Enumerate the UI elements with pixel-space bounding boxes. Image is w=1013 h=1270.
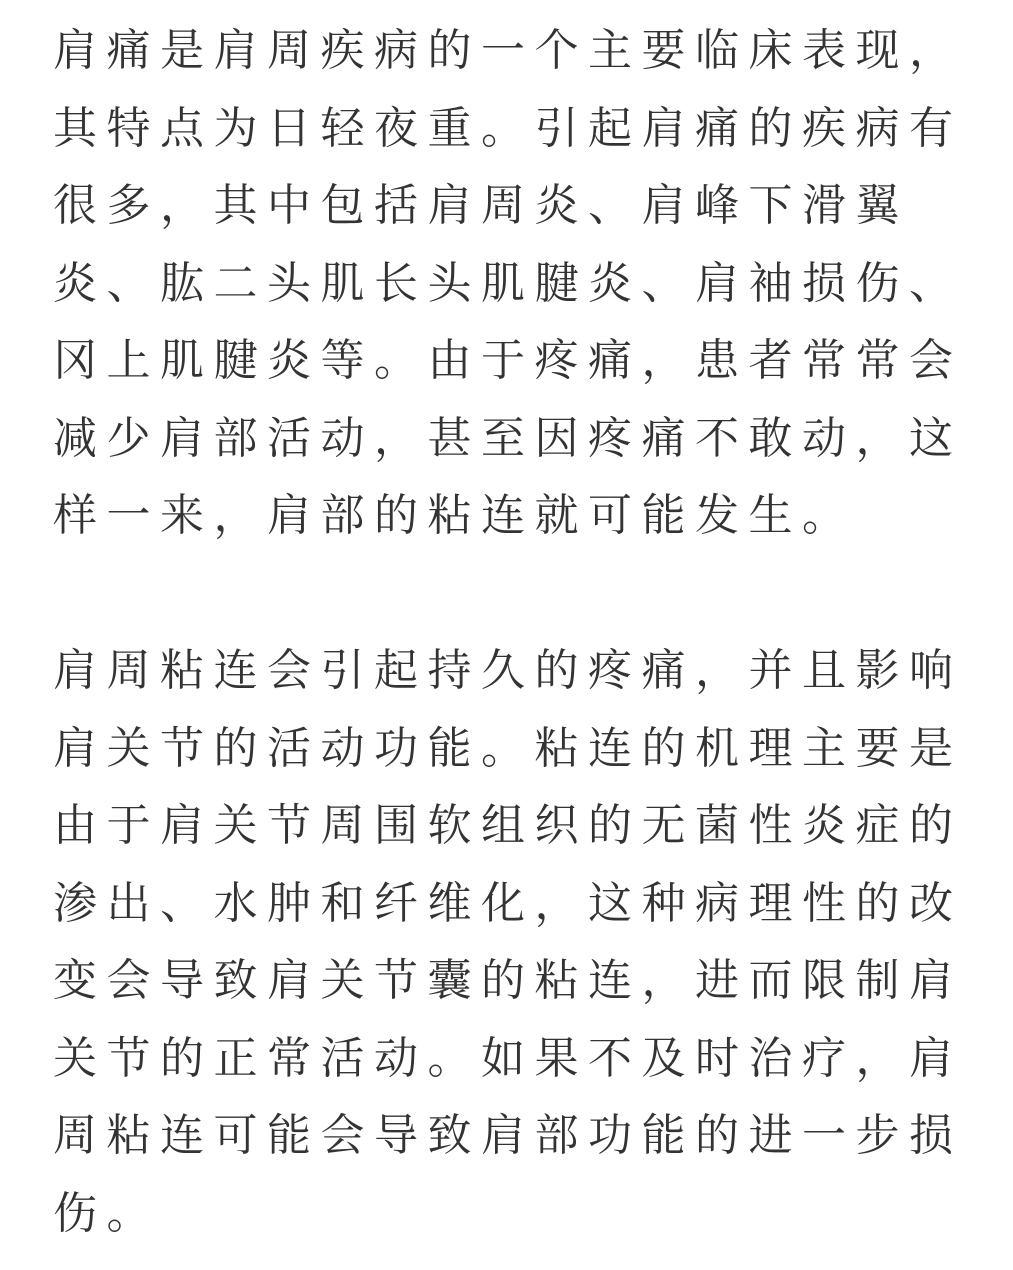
- text-line: 其特点为日轻夜重。引起肩痛的疾病有: [53, 102, 963, 154]
- text-line: 伤。: [53, 1187, 160, 1239]
- text-line: 肩周粘连会引起持久的疼痛，并且影响: [53, 645, 963, 696]
- paragraph-shoulder-pain: [53, 12, 965, 555]
- text-line: 周粘连可能会导致肩部功能的进一步损: [53, 1110, 963, 1161]
- text-line: 炎、肱二头肌长头肌腱炎、肩袖损伤、: [53, 257, 963, 309]
- text-line: 冈上肌腱炎等。由于疼痛，患者常常会: [53, 335, 963, 386]
- text-line: 样一来，肩部的粘连就可能发生。: [53, 490, 856, 541]
- text-line: 关节的正常活动。如果不及时治疗，肩: [53, 1032, 963, 1084]
- article-body: [53, 12, 965, 1252]
- text-line: 很多，其中包括肩周炎、肩峰下滑翼: [53, 180, 909, 231]
- text-line: 减少肩部活动，甚至因疼痛不敢动，这: [53, 412, 963, 464]
- text-line: 肩痛是肩周疾病的一个主要临床表现，: [53, 25, 963, 76]
- paragraph-spacer: [53, 555, 965, 633]
- paragraph-adhesion: [53, 632, 965, 1252]
- text-line: 由于肩关节周围软组织的无菌性炎症的: [53, 800, 963, 851]
- text-line: 肩关节的活动功能。粘连的机理主要是: [53, 722, 963, 774]
- text-line: 变会导致肩关节囊的粘连，进而限制肩: [53, 955, 963, 1006]
- text-line: 渗出、水肿和纤维化，这种病理性的改: [53, 877, 963, 929]
